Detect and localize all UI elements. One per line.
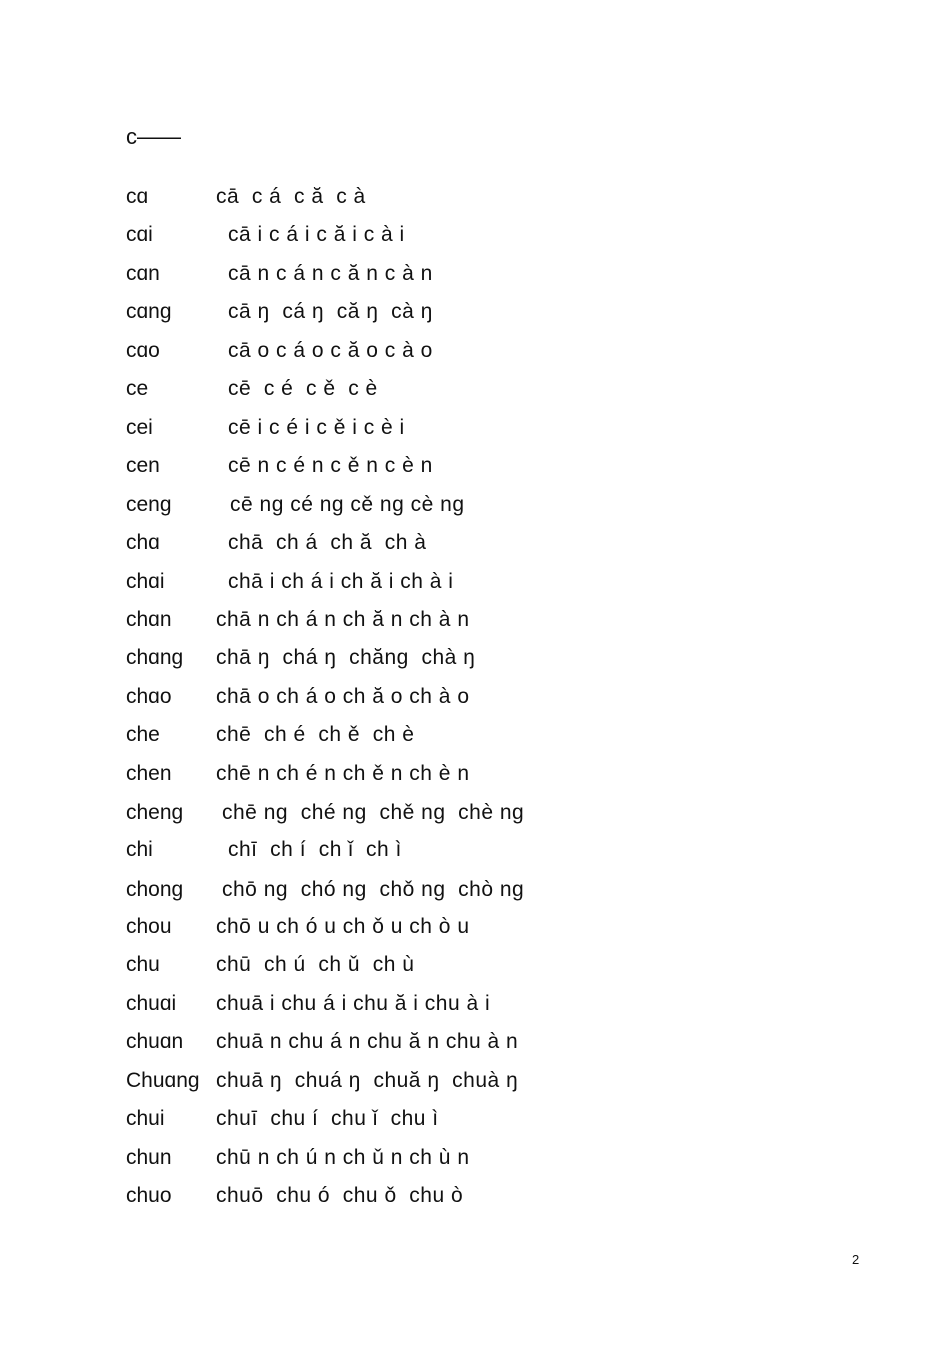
tone-variants: cā o c á o c ă o c à o (228, 339, 433, 362)
tone-variants: cā c á c ă c à (216, 185, 366, 208)
tone-variants: chuō chu ó chu ǒ chu ò (216, 1184, 464, 1207)
syllable-label: chɑng (126, 646, 184, 669)
tone-variants: chuā i chu á i chu ă i chu à i (216, 992, 491, 1015)
tone-variants: chī ch í ch ǐ ch ì (228, 838, 402, 861)
tone-variants: cē n c é n c ě n c è n (228, 454, 433, 477)
syllable-label: cen (126, 454, 160, 477)
syllable-label: cei (126, 416, 153, 439)
syllable-label: chuɑn (126, 1030, 184, 1053)
syllable-label: chɑ (126, 531, 160, 554)
syllable-label: chu (126, 953, 160, 976)
syllable-label: cɑng (126, 300, 172, 323)
syllable-label: chen (126, 762, 172, 785)
syllable-label: chong (126, 878, 184, 901)
tone-variants: chuā n chu á n chu ă n chu à n (216, 1030, 519, 1053)
tone-variants: chā ch á ch ă ch à (228, 531, 427, 554)
tone-variants: cē c é c ě c è (228, 377, 378, 400)
syllable-label: chɑn (126, 608, 172, 631)
syllable-label: chɑo (126, 685, 172, 708)
syllable-label: ce (126, 377, 149, 400)
tone-variants: chē ch é ch ě ch è (216, 723, 415, 746)
syllable-label: ceng (126, 493, 172, 516)
tone-variants: cā ŋ cá ŋ că ŋ cà ŋ (228, 300, 433, 323)
page-number: 2 (852, 1252, 860, 1267)
tone-variants: chā ŋ chá ŋ chăng chà ŋ (216, 646, 476, 669)
tone-variants: chē ng ché ng chě ng chè ng (222, 801, 525, 824)
tone-variants: chā n ch á n ch ă n ch à n (216, 608, 470, 631)
tone-variants: chā o ch á o ch ă o ch à o (216, 685, 470, 708)
syllable-label: cɑn (126, 262, 160, 285)
tone-variants: chuā ŋ chuá ŋ chuă ŋ chuà ŋ (216, 1069, 519, 1092)
tone-variants: chō u ch ó u ch ǒ u ch ò u (216, 915, 470, 938)
syllable-label: cheng (126, 801, 184, 824)
syllable-label: cɑo (126, 339, 160, 362)
syllable-label: chi (126, 838, 153, 861)
tone-variants: chū n ch ú n ch ǔ n ch ù n (216, 1146, 470, 1169)
syllable-label: chun (126, 1146, 172, 1169)
syllable-label: chou (126, 915, 172, 938)
syllable-label: che (126, 723, 160, 746)
tone-variants: chō ng chó ng chǒ ng chò ng (222, 878, 525, 901)
syllable-label: cɑ (126, 185, 149, 208)
tone-variants: chā i ch á i ch ă i ch à i (228, 570, 454, 593)
syllable-label: chuo (126, 1184, 172, 1207)
syllable-label: Chuɑng (126, 1069, 200, 1092)
tone-variants: chuī chu í chu ǐ chu ì (216, 1107, 439, 1130)
tone-variants: cē i c é i c ě i c è i (228, 416, 405, 439)
tone-variants: cā i c á i c ă i c à i (228, 223, 405, 246)
tone-variants: cā n c á n c ă n c à n (228, 262, 433, 285)
syllable-label: cɑi (126, 223, 153, 246)
section-heading: c—— (126, 124, 181, 149)
tone-variants: cē ng cé ng cě ng cè ng (230, 493, 465, 516)
tone-variants: chē n ch é n ch ě n ch è n (216, 762, 470, 785)
syllable-label: chui (126, 1107, 165, 1130)
syllable-label: chuɑi (126, 992, 177, 1015)
syllable-label: chɑi (126, 570, 165, 593)
tone-variants: chū ch ú ch ǔ ch ù (216, 953, 415, 976)
